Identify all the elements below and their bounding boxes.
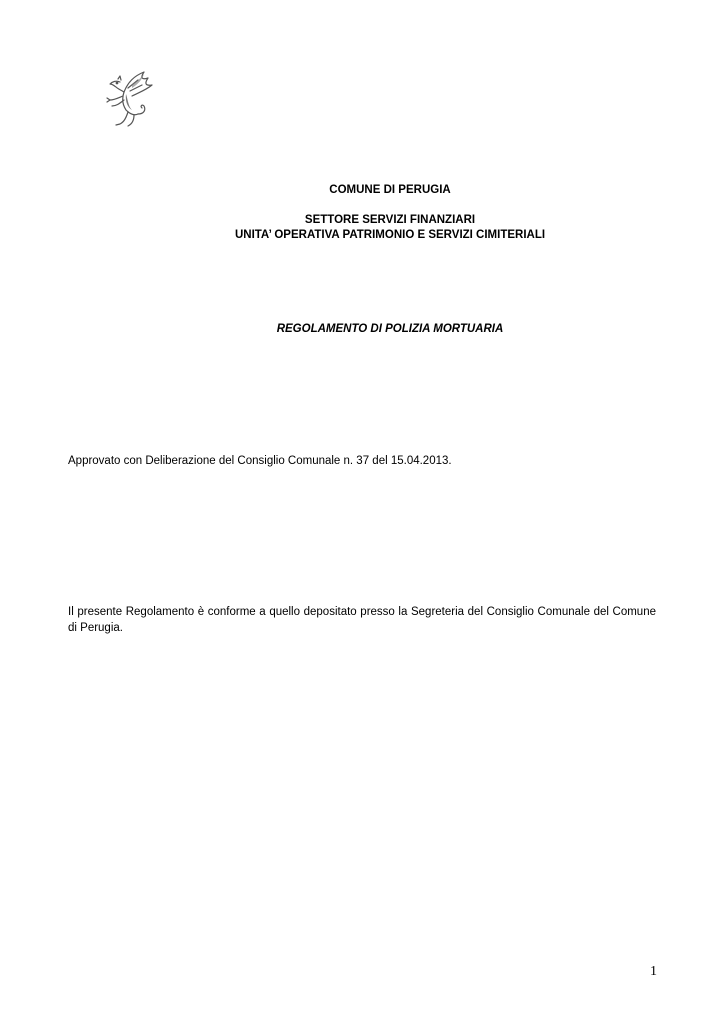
conformity-statement: Il presente Regolamento è conforme a quello depositato presso la Segreteria del Consiglio Comunale del Comune di Perugia. bbox=[68, 606, 656, 634]
page-number: 1 bbox=[650, 964, 657, 979]
regulation-title: REGOLAMENTO DI POLIZIA MORTUARIA bbox=[276, 323, 504, 335]
approval-statement: Approvato con Deliberazione del Consiglio Comunale n. 37 del 15.04.2013. bbox=[68, 455, 452, 467]
municipality-heading: COMUNE DI PERUGIA bbox=[329, 184, 451, 196]
griffin-emblem-icon bbox=[104, 70, 156, 128]
operative-unit-heading: UNITA’ OPERATIVA PATRIMONIO E SERVIZI CIMITERIALI bbox=[234, 229, 546, 241]
department-heading: SETTORE SERVIZI FINANZIARI bbox=[304, 214, 476, 226]
